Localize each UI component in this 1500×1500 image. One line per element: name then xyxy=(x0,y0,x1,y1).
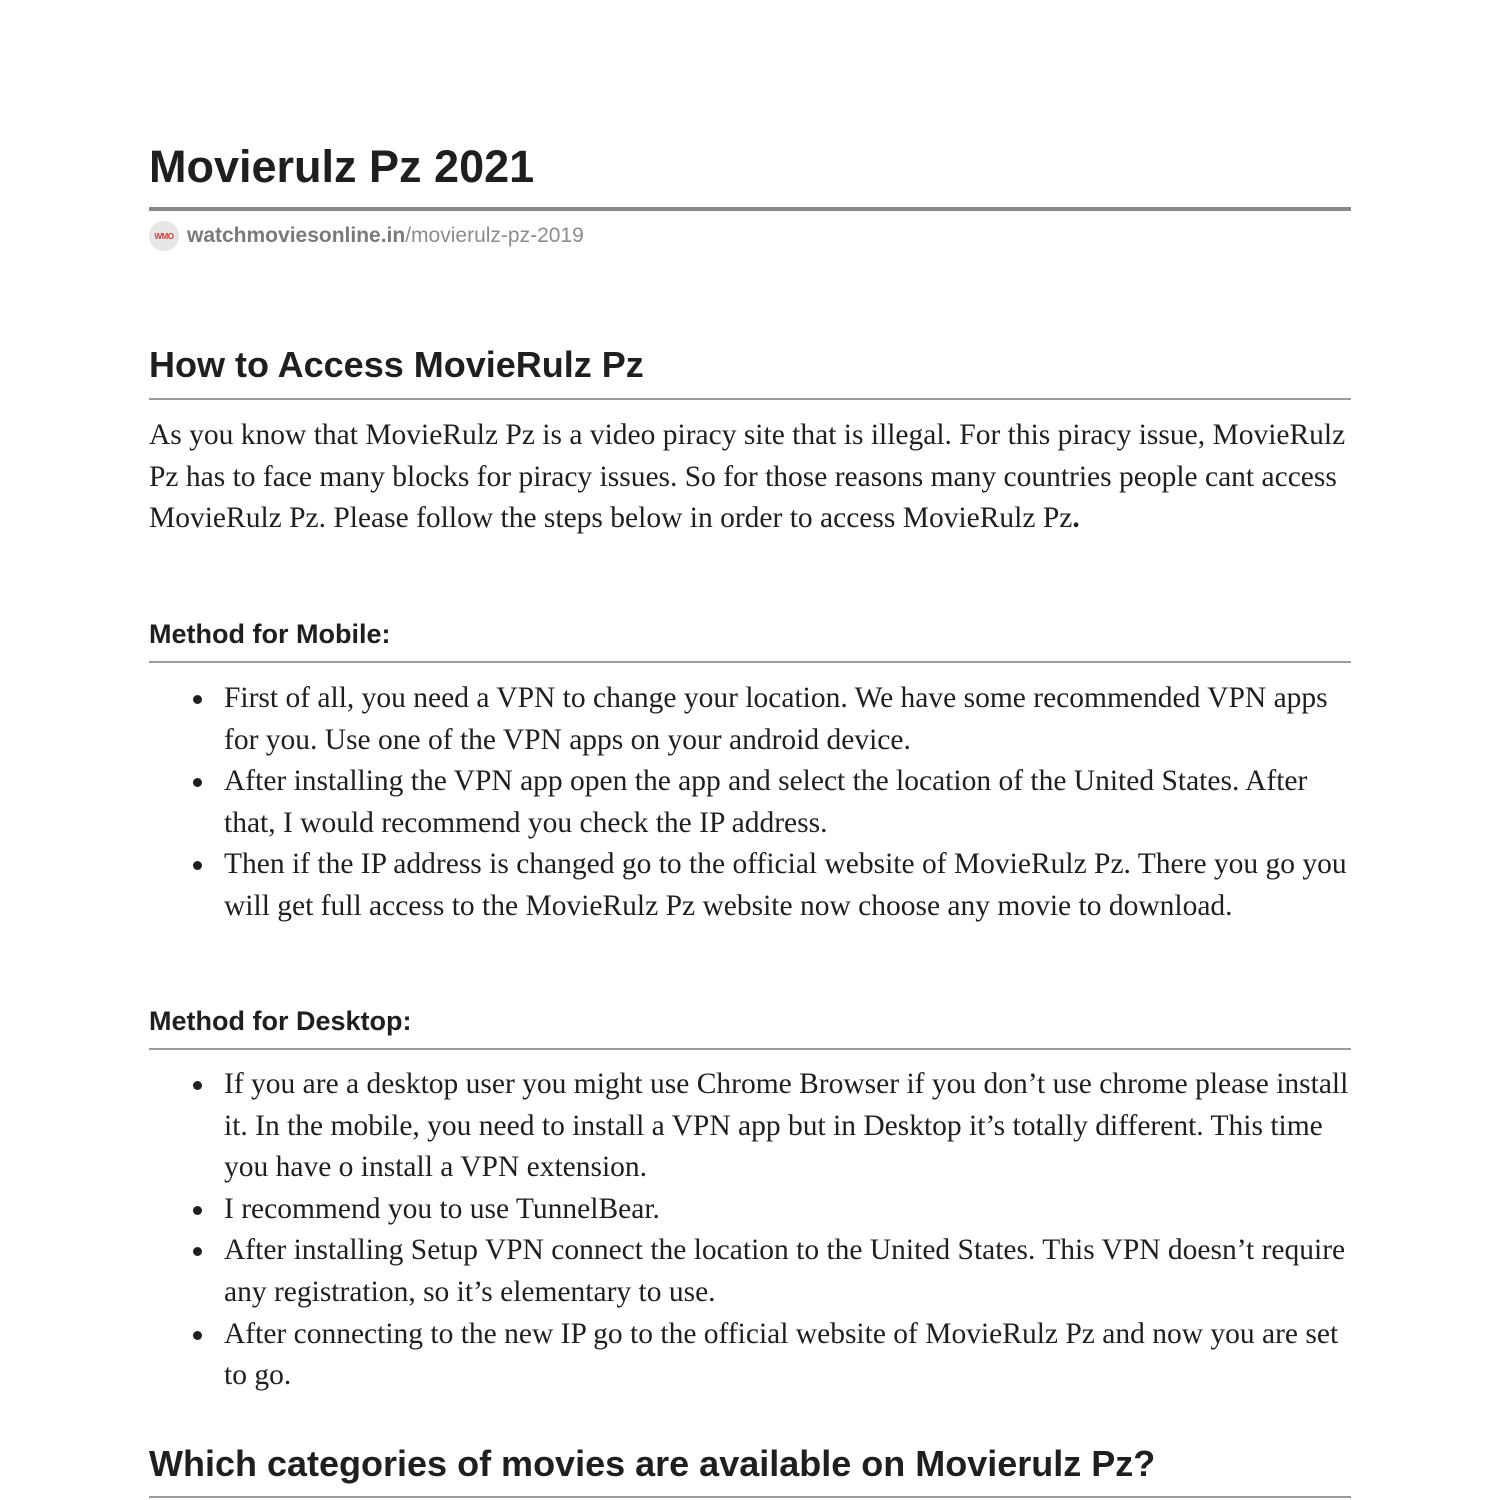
section-divider xyxy=(149,1048,1351,1050)
mobile-steps-list xyxy=(149,678,1351,928)
desktop-method-heading: Method for Desktop: xyxy=(149,1006,412,1036)
list-item xyxy=(149,1230,1351,1313)
list-item xyxy=(149,1314,1351,1397)
list-item xyxy=(149,1189,1351,1231)
intro-period: . xyxy=(1072,502,1080,535)
page-title: Movierulz Pz 2021 xyxy=(149,141,535,192)
list-item xyxy=(149,844,1351,927)
section-divider xyxy=(149,1496,1351,1498)
desktop-steps-list xyxy=(149,1064,1351,1397)
source-domain[interactable]: watchmoviesonline.in xyxy=(187,224,406,247)
mobile-method-heading: Method for Mobile: xyxy=(149,619,391,649)
intro-paragraph xyxy=(149,415,1351,540)
list-item-text: Then if the IP address is changed go to the official website of MovieRulz Pz. There you go you will get full access to the MovieRulz Pz website now choose any movie to download. xyxy=(224,848,1347,922)
list-item-text: I recommend you to use TunnelBear. xyxy=(224,1192,660,1225)
list-item-text: First of all, you need a VPN to change your location. We have some recommended VPN apps for you. Use one of the VPN apps on your android device. xyxy=(224,682,1328,756)
list-item-text: After installing the VPN app open the app and select the location of the United States. After that, I would recommend you check the IP address. xyxy=(224,765,1308,839)
section-heading-access: How to Access MovieRulz Pz xyxy=(149,344,644,385)
bullet-icon xyxy=(193,861,202,870)
section-heading-categories: Which categories of movies are available on Movierulz Pz? xyxy=(149,1443,1156,1484)
title-divider xyxy=(149,207,1351,211)
source-link[interactable] xyxy=(149,220,584,252)
list-item-text: After connecting to the new IP go to the official website of MovieRulz Pz and now you are set to go. xyxy=(224,1317,1339,1392)
bullet-icon xyxy=(193,1081,202,1090)
bullet-icon xyxy=(193,695,202,704)
bullet-icon xyxy=(193,778,202,787)
list-item-text: If you are a desktop user you might use Chrome Browser if you don’t use chrome please install it. In the mobile, you need to install a VPN app but in Desktop it’s totally different. This time you have o install a VPN extension. xyxy=(224,1068,1349,1184)
bullet-icon xyxy=(193,1331,202,1340)
favicon-label: WMO xyxy=(154,231,174,241)
source-path[interactable]: /movierulz-pz-2019 xyxy=(405,224,584,247)
section-divider xyxy=(149,398,1351,400)
list-item-text: After installing Setup VPN connect the location to the United States. This VPN doesn’t require any registration, so it’s elementary to use. xyxy=(224,1234,1346,1308)
list-item xyxy=(149,678,1351,761)
bullet-icon xyxy=(193,1206,202,1215)
intro-text: As you know that MovieRulz Pz is a video piracy site that is illegal. For this piracy issue, MovieRulz Pz has to face many blocks for piracy issues. So for those reasons many countries people cant access MovieRulz Pz. Please follow the steps below in order to access MovieRulz Pz xyxy=(149,419,1346,535)
list-item xyxy=(149,1064,1351,1189)
list-item xyxy=(149,761,1351,844)
bullet-icon xyxy=(193,1247,202,1256)
section-divider xyxy=(149,661,1351,663)
site-favicon-icon xyxy=(149,221,179,251)
